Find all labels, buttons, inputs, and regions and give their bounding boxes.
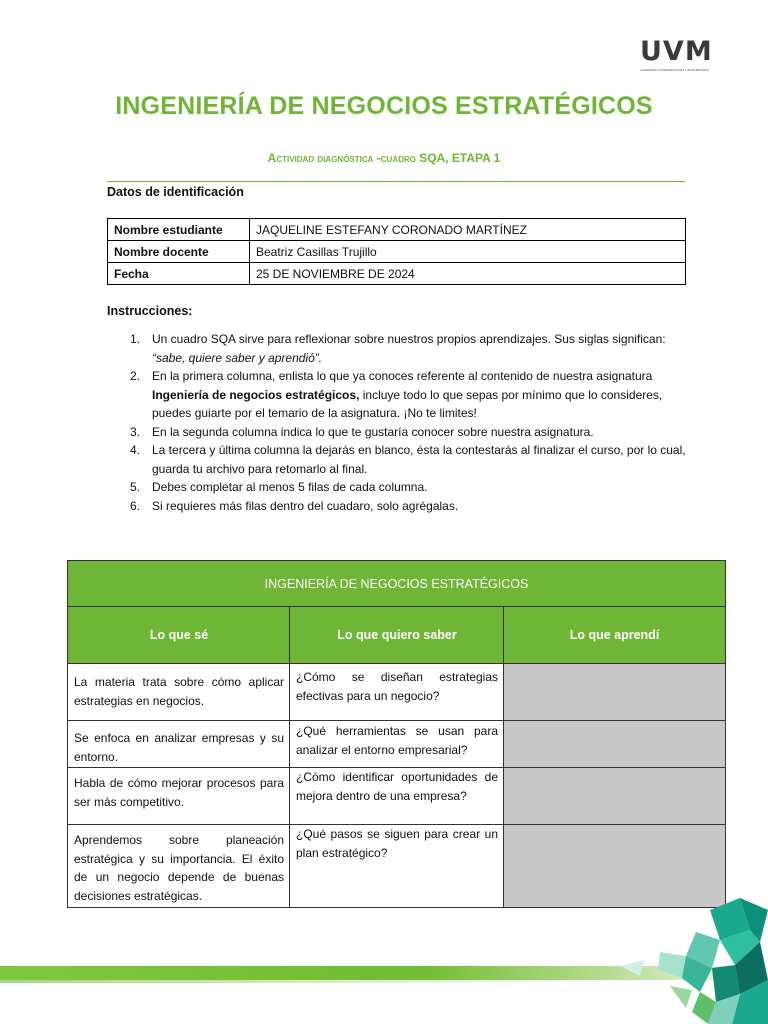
cell-quiero-4: ¿Qué pasos se siguen para crear un plan estratégico? (296, 827, 498, 860)
list-item (107, 497, 687, 516)
column-divider (503, 607, 504, 907)
item-number: 5. (130, 480, 141, 494)
student-value: JAQUELINE ESTEFANY CORONADO MARTÍNEZ (250, 219, 686, 241)
item-italic: “sabe, quiere saber y aprendió”. (152, 350, 323, 365)
logo-word: UVM (640, 36, 713, 67)
identification-heading: Datos de identificación (107, 185, 244, 199)
cell-aprendi-2 (504, 721, 725, 768)
teacher-label: Nombre docente (108, 241, 250, 263)
row-divider (68, 767, 725, 768)
uvm-logo (640, 38, 720, 72)
logo-tagline: LAUREATE INTERNATIONAL UNIVERSITIES (640, 68, 709, 72)
item-text: En la segunda columna indica lo que te gustaría conocer sobre nuestra asignatura. (152, 424, 594, 439)
cell-quiero-2: ¿Qué herramientas se usan para analizar el entorno empresarial? (296, 724, 498, 757)
header-lo-que-aprendi: Lo que aprendí (504, 607, 725, 664)
date-label: Fecha (108, 263, 250, 285)
table-row (108, 263, 686, 285)
list-item (107, 367, 687, 423)
cell-quiero-1: ¿Cómo se diseñan estrategias efectivas para un negocio? (296, 670, 498, 703)
student-label: Nombre estudiante (108, 219, 250, 241)
footer-green-line (0, 980, 620, 983)
item-number: 2. (130, 369, 141, 383)
item-text-cont: incluye todo lo que sepas por mínimo que lo consideres, puedes guiarte por el temario de la asignatura. ¡No te limites! (152, 387, 663, 420)
row-divider (68, 824, 725, 825)
item-number: 6. (130, 498, 141, 513)
list-item (107, 441, 687, 478)
cell-se-2: Se enfoca en analizar empresas y su entorno. (74, 731, 284, 764)
page-title: INGENIERÍA DE NEGOCIOS ESTRATÉGICOS (115, 92, 653, 120)
item-number: 3. (130, 424, 141, 439)
item-text: Un cuadro SQA sirve para reflexionar sobre nuestros propios aprendizajes. Sus siglas significan: (152, 332, 666, 346)
cell-se-4: Aprendemos sobre planeación estratégica y su importancia. El éxito de un negocio depende de buenas decisiones estratégicas. (74, 833, 284, 903)
instructions-list (107, 330, 687, 515)
activity-subtitle: Actividad diagnóstica -cuadro SQA, ETAPA 1 (267, 151, 501, 165)
row-divider (68, 720, 725, 721)
header-lo-que-se: Lo que sé (68, 607, 290, 664)
divider (107, 181, 685, 182)
table-row (108, 241, 686, 263)
sqa-table (67, 560, 726, 908)
item-number: 1. (130, 332, 141, 346)
item-number: 4. (130, 443, 141, 457)
instructions-heading: Instrucciones: (107, 304, 193, 318)
cell-se-3: Habla de cómo mejorar procesos para ser más competitivo. (74, 776, 284, 809)
cell-se-1: La materia trata sobre cómo aplicar estrategias en negocios. (74, 675, 284, 708)
table-row (108, 219, 686, 241)
item-text: En la primera columna, enlista lo que ya conoces referente al contenido de nuestra asignatura (152, 369, 653, 383)
item-bold: Ingeniería de negocios estratégicos, (152, 387, 360, 402)
item-text: Si requieres más filas dentro del cuadaro, solo agrégalas. (152, 498, 459, 513)
list-item (107, 330, 687, 367)
sqa-table-title: INGENIERÍA DE NEGOCIOS ESTRATÉGICOS (68, 561, 725, 607)
cell-aprendi-3 (504, 768, 725, 825)
cell-quiero-3: ¿Cómo identificar oportunidades de mejora dentro de una empresa? (296, 770, 498, 803)
item-text: La tercera y última columna la dejarás en blanco, ésta la contestarás al finalizar el curso, por lo cual, guarda tu archivo para retomarlo al final. (152, 443, 686, 476)
list-item (107, 423, 687, 442)
polygon-crystal-decoration-icon (600, 890, 768, 1024)
column-divider (289, 607, 290, 907)
identification-table (107, 218, 686, 285)
item-text: Debes completar al menos 5 filas de cada columna. (152, 480, 428, 494)
date-value: 25 DE NOVIEMBRE DE 2024 (250, 263, 686, 285)
teacher-value: Beatriz Casillas Trujillo (250, 241, 686, 263)
cell-aprendi-1 (504, 664, 725, 721)
list-item (107, 478, 687, 497)
header-lo-que-quiero-saber: Lo que quiero saber (290, 607, 504, 664)
